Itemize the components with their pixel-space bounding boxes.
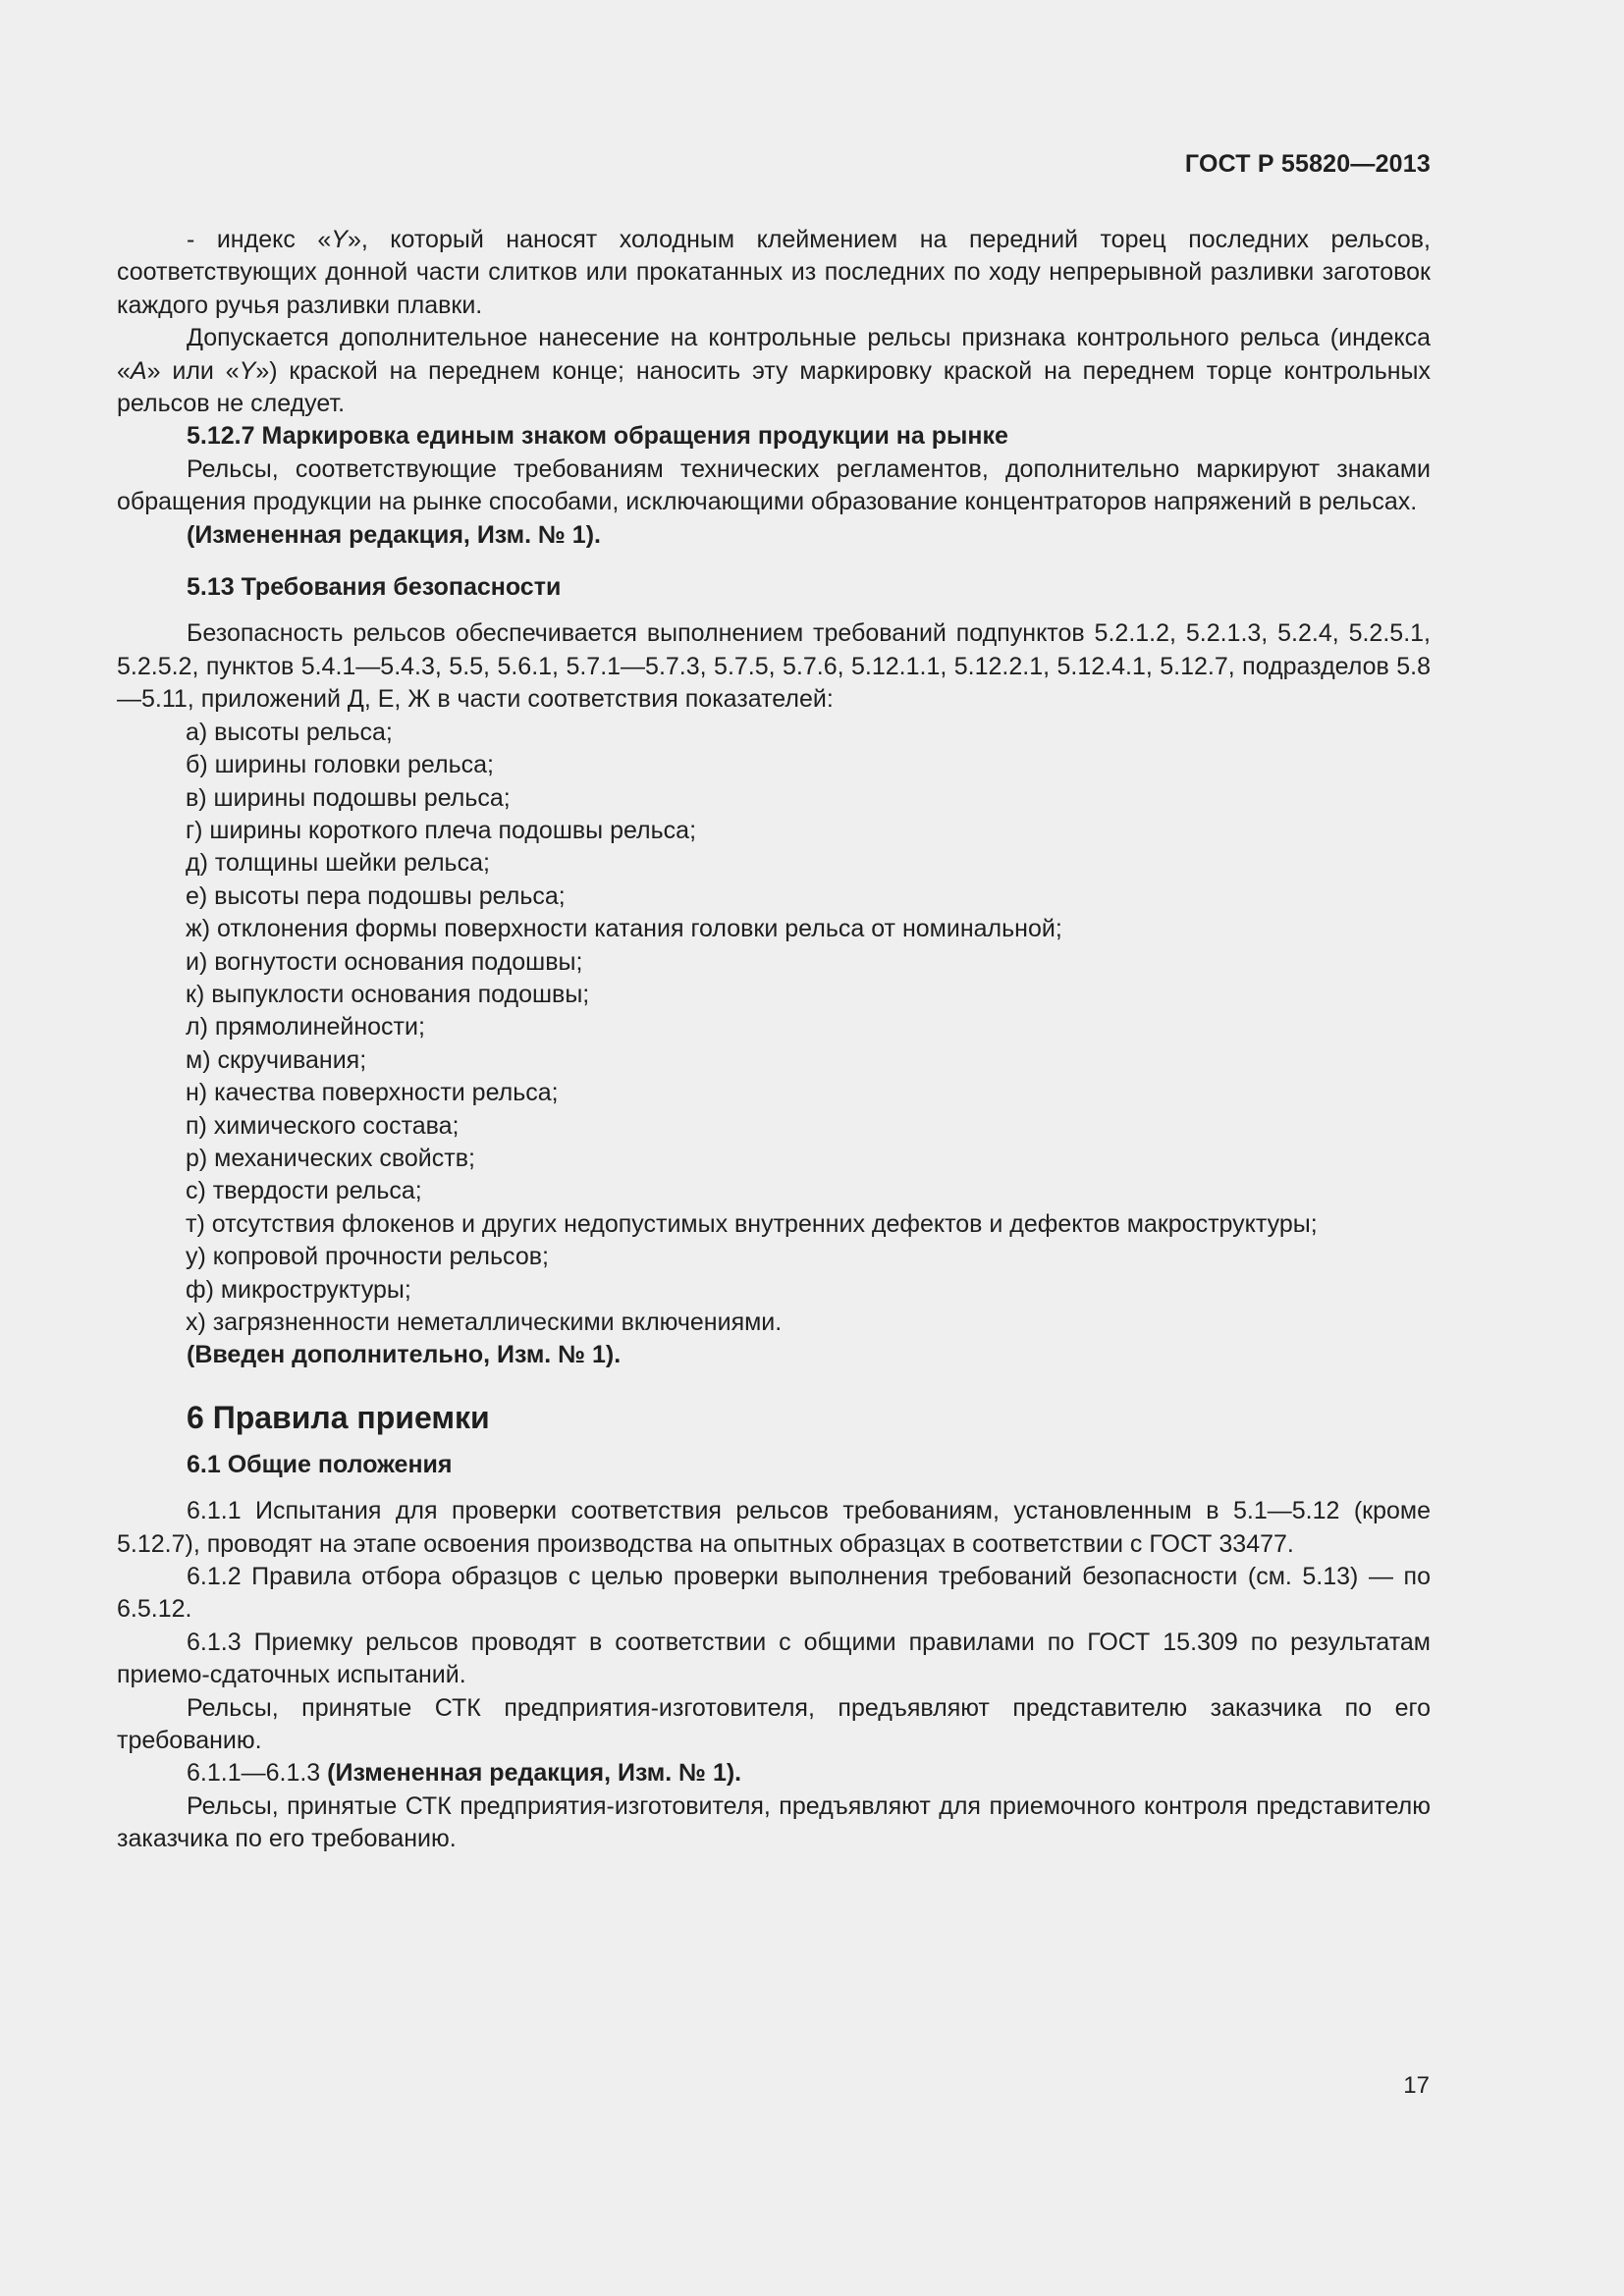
list-item: в) ширины подошвы рельса;: [186, 783, 511, 812]
text-run-italic: Y: [331, 226, 348, 253]
requirements-list: [117, 717, 1431, 1340]
paragraph-6-1-1: 6.1.1 Испытания для проверки соответствия рельсов требованиям, установленным в 5.1—5.12 (кроме 5.12.7), проводят на этапе освоения производства на опытных образцах в соответствии с ГОСТ 33477.: [117, 1497, 1431, 1558]
text-run-italic: А: [130, 356, 147, 385]
text-run: » или «: [146, 356, 240, 385]
list-item: ж) отклонения формы поверхности катания головки рельса от номинальной;: [186, 915, 1062, 943]
text-run: Допускается дополнительное нанесение на контрольные рельсы признака контрольного рельса (индекса «: [117, 324, 1431, 385]
list-item: м) скручивания;: [186, 1045, 367, 1074]
paragraph-6-1-2: 6.1.2 Правила отбора образцов с целью проверки выполнения требований безопасности (см. 5.13) — по 6.5.12.: [117, 1563, 1431, 1624]
section-5-12-7-note: (Измененная редакция, Изм. № 1).: [187, 520, 601, 549]
paragraph-acceptance-control: Рельсы, принятые СТК предприятия-изготовителя, предъявляют для приемочного контроля представителю заказчика по его требованию.: [117, 1791, 1431, 1853]
text-run: », который наносят холодным клеймением на передний торец последних рельсов, соответствующих донной части слитков или прокатанных из последних по ходу непрерывной разливки заготовок каждого ручья разливки плавки.: [117, 226, 1431, 319]
list-item: г) ширины короткого плеча подошвы рельса;: [186, 816, 697, 844]
section-5-13-title: 5.13 Требования безопасности: [187, 573, 562, 602]
list-item: р) механических свойств;: [186, 1144, 475, 1172]
section-6-1-title: 6.1 Общие положения: [187, 1450, 453, 1478]
text-run: ») краской на переднем конце; наносить эту маркировку краской на переднем торце контрольных рельсов не следует.: [117, 356, 1431, 418]
section-5-13-intro: Безопасность рельсов обеспечивается выполнением требований подпунктов 5.2.1.2, 5.2.1.3, 5.2.4, 5.2.5.1, 5.2.5.2, пунктов 5.4.1—5.4.3, 5.5, 5.6.1, 5.7.1—5.7.3, 5.7.5, 5.7.6, 5.12.1.1, 5.12.2.1, 5.12.4.1, 5.12.7, подразделов 5.8—5.11, приложений Д, Е, Ж в части соответствия показателей:: [117, 619, 1431, 714]
list-item: п) химического состава;: [186, 1111, 460, 1140]
page-body: [117, 224, 1431, 1856]
text-run: 6.1.1—6.1.3: [187, 1759, 328, 1788]
section-6-title: 6 Правила приемки: [187, 1399, 490, 1435]
list-item: у) копровой прочности рельсов;: [186, 1243, 549, 1271]
list-item: б) ширины головки рельса;: [186, 751, 494, 779]
text-run: - индекс «: [187, 226, 332, 253]
list-item: а) высоты рельса;: [186, 718, 393, 746]
list-item: с) твердости рельса;: [186, 1177, 422, 1205]
text-run-italic: Y: [239, 356, 256, 385]
paragraph-customer-requirement: Рельсы, принятые СТК предприятия-изготовителя, предъявляют представителю заказчика по его требованию.: [117, 1693, 1431, 1755]
list-item: к) выпуклости основания подошвы;: [186, 980, 590, 1008]
list-item: н) качества поверхности рельса;: [186, 1079, 559, 1107]
list-item: д) толщины шейки рельса;: [186, 849, 490, 878]
amendment-note: (Измененная редакция, Изм. № 1).: [327, 1759, 742, 1788]
list-item: л) прямолинейности;: [186, 1013, 425, 1041]
paragraph-6-1-3: 6.1.3 Приемку рельсов проводят в соответствии с общими правилами по ГОСТ 15.309 по результатам приемо-сдаточных испытаний.: [117, 1628, 1431, 1689]
list-item: ф) микроструктуры;: [186, 1275, 411, 1304]
list-item: и) вогнутости основания подошвы;: [186, 947, 583, 976]
paragraph-index-y: [117, 224, 1431, 322]
section-5-12-7-text: Рельсы, соответствующие требованиям технических регламентов, дополнительно маркируют знаками обращения продукции на рынке способами, исключающими образование концентраторов напряжений в рельсах.: [117, 454, 1431, 516]
paragraph-amendment-note: [117, 1757, 1431, 1789]
list-item: х) загрязненности неметаллическими включениями.: [186, 1308, 783, 1336]
list-item: т) отсутствия флокенов и других недопустимых внутренних дефектов и дефектов макроструктуры;: [186, 1209, 1318, 1238]
page-number: 17: [1403, 2072, 1430, 2099]
document-code: ГОСТ Р 55820—2013: [1184, 150, 1431, 178]
section-5-12-7-title: 5.12.7 Маркировка единым знаком обращения продукции на рынке: [187, 422, 1008, 451]
paragraph-additional-marking: [117, 322, 1431, 420]
list-item: е) высоты пера подошвы рельса;: [186, 881, 566, 910]
section-5-13-note: (Введен дополнительно, Изм. № 1).: [187, 1341, 622, 1369]
